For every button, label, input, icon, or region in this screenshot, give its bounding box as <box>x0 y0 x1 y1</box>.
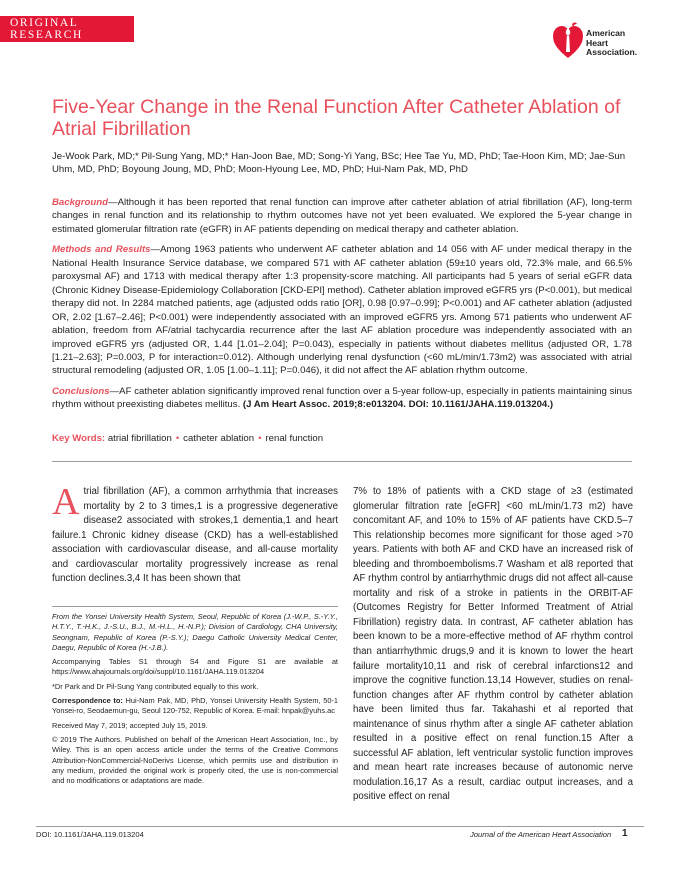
citation: (J Am Heart Assoc. 2019;8:e013204. DOI: 10.1161/JAHA.119.013204.) <box>242 399 554 411</box>
methods-heading: Methods and Results <box>52 244 151 256</box>
article-title: Five-Year Change in the Renal Function After Catheter Ablation of Atrial Fibrillation <box>52 96 621 140</box>
abstract-background <box>52 196 632 236</box>
received-note: Received May 7, 2019; accepted July 15, 2019. <box>52 720 208 730</box>
correspondence-label: Correspondence to: <box>52 696 123 706</box>
heart-torch-icon <box>552 22 584 60</box>
footer-doi: DOI: 10.1161/JAHA.119.013204 <box>36 830 144 839</box>
correspondence-text: Hui-Nam Pak, MD, PhD, Yonsei University Health System, 50-1 Yonsei-ro, Seodaemun-gu, Seoul 120-752, Republic of Korea. E-mail: hnpak@yuhs.ac <box>52 696 339 716</box>
footer-journal: Journal of the American Heart Association <box>470 830 612 839</box>
footnotes <box>52 612 338 790</box>
equal-contribution-note: *Dr Park and Dr Pil-Sung Yang contributed equally to this work. <box>52 681 259 691</box>
page-number: 1 <box>622 828 628 839</box>
abstract-conclusions <box>52 385 632 412</box>
keyword: renal function <box>265 433 324 444</box>
keyword: atrial fibrillation <box>107 433 172 444</box>
section-banner: ORIGINAL RESEARCH <box>0 16 134 42</box>
footer-divider <box>36 826 644 827</box>
conclusions-heading: Conclusions <box>52 385 110 397</box>
body-text-left: trial fibrillation (AF), a common arrhythmia that increases mortality by 2 to 3 times,1 is a progressive degenerative disease2 associated with strokes,1 dementia,1 and heart failure.1 Chronic kidney disease (CKD) has a well-established association with cardiovascular disease, and all-cause mortality and cardiovascular mortality progressively increase as renal function declines.3,4 It has been shown that <box>52 486 338 585</box>
affiliation-note: From the Yonsei University Health System, Seoul, Republic of Korea (J.-W.P., S.-Y.Y., H.T.Y., T.-H.K., J.-S.U., B.J., M.-H.L., H.-N.P.); Division of Cardiology, CHA University, Seongnam, Republic of Korea (P.-S.Y.); Daegu Catholic University Medical Center, Daegu, Republic of Korea (H.-J.B.). <box>52 612 338 652</box>
keywords <box>52 433 323 444</box>
body-column-left <box>52 481 338 587</box>
background-heading: Background <box>52 197 108 208</box>
supplement-note: Accompanying Tables S1 through S4 and Figure S1 are available at https://www.ahajournals.org/doi/suppl/10.1161/JAHA.119.013204 <box>52 657 338 677</box>
keywords-label: Key Words: <box>52 433 106 444</box>
bullet-icon: • <box>258 433 262 444</box>
aha-logo <box>552 22 662 62</box>
bullet-icon: • <box>175 433 180 444</box>
body-column-right <box>353 485 633 805</box>
abstract-methods <box>52 243 632 378</box>
abstract <box>52 196 632 419</box>
keyword: catheter ablation <box>183 433 255 444</box>
copyright-note: © 2019 The Authors. Published on behalf of the American Heart Association, Inc., by Wiley. This is an open access article under the terms of the Creative Commons Attribution-NonCommercial-NoDerivs License, which permits use and distribution in any medium, provided the original work is properly cited, the use is non-commercial and no modifications or adaptations are made. <box>52 734 338 786</box>
divider <box>52 461 632 462</box>
aha-logo-text: American Heart Association. <box>586 28 638 58</box>
background-text: —Although it has been reported that renal function can improve after catheter ablation of atrial fibrillation (AF), long-term changes in renal function and its relationship to rhythm outcomes have not yet been evaluated. We explored the 5-year change in estimated glomerular filtration rate (eGFR) in AF patients depending on medical therapy and catheter ablation. <box>52 197 632 235</box>
correspondence-note <box>52 696 338 717</box>
conclusions-text: —AF catheter ablation significantly improved renal function over a 5-year follow-up, especially in patients maintaining sinus rhythm without preexisting diabetes mellitus. <box>52 385 632 411</box>
body-text-right: 7% to 18% of patients with a CKD stage of ≥3 (estimated glomerular filtration rate [eGFR] <60 mL/min/1.73 m2) have concomitant AF, and 10% to 15% of AF patients have CKD.5–7 This relationship becomes more significant for those aged >70 years. Patients with both AF and CKD have an increased risk of bleeding and thromboembolisms.7 Washam et al8 reported that AF rhythm control by antiarrhythmic drugs did not affect all-cause mortality and risk of a stroke in patients in the ORBIT-AF (Outcomes Registry for Better Informed Treatment of Atrial Fibrillation) registry data. In contrast, AF catheter ablation has been known to be a more-effective method of AF rhythm control than antiarrhythmic drugs,9 and it is known to lower the heart failure mortality10,11 and risk of cerebral infarctions12 and improve the cognitive function.13,14 However, studies on renal-function changes after AF rhythm control by catheter ablation have been limited thus far. Takahashi et al reported that maintenance of sinus rhythm after a single AF catheter ablation resulted in a positive effect on renal function.15 After a successful AF ablation, left ventricular systolic function improves and mean heart rate increases because of autonomic nerve modulation.16,17 As a result, cardiac output increases, and a positive effect on renal <box>353 486 633 803</box>
drop-cap: A <box>52 481 80 523</box>
methods-text: —Among 1963 patients who underwent AF catheter ablation and 14 056 with AF under medical therapy in the National Health Insurance Service database, we compared 571 with AF catheter ablation (59±10 years old, 72.3% male, and 66.5% paroxysmal AF) and 1713 with medical therapy after 1:3 propensity-score matching. All participants had 5 years of serial eGFR data (Chronic Kidney Disease-Epidemiology Collaboration [CKD-EPI] method). Catheter ablation improved eGFR5 yrs (P<0.001), but medical therapy did not. In 2284 matched patients, age (adjusted odds ratio [OR], 0.98 [0.97–0.99]; P<0.001) and AF catheter ablation (adjusted OR, 2.02 [1.67–2.46]; P<0.001) were independently associated with an improved eGFR5 yrs. Among 571 patients who underwent AF ablation, freedom from AF/atrial tachycardia recurrence after the last AF ablation procedure was independently associated with an improved eGFR5 yrs (adjusted OR, 1.44 [1.01–2.04]; P=0.043), especially in patients without diabetes mellitus (adjusted OR, 1.78 [1.21–2.63]; P=0.003, P for interaction=0.012). Although underlying renal dysfunction (<60 mL/min/1.73m2) was associated with atrial structural remodeling (adjusted OR, 1.05 [1.00–1.11]; P=0.046), it did not affect the AF ablation rhythm outcome. <box>52 244 632 377</box>
footnote-divider <box>52 606 338 607</box>
author-list: Je-Wook Park, MD;* Pil-Sung Yang, MD;* Han-Joon Bae, MD; Song-Yi Yang, BSc; Hee Tae Yu, MD, PhD; Tae-Hoon Kim, MD; Jae-Sun Uhm, MD, PhD; Boyoung Joung, MD, PhD; Moon-Hyoung Lee, MD, PhD; Hui-Nam Pak, MD, PhD <box>52 151 626 176</box>
